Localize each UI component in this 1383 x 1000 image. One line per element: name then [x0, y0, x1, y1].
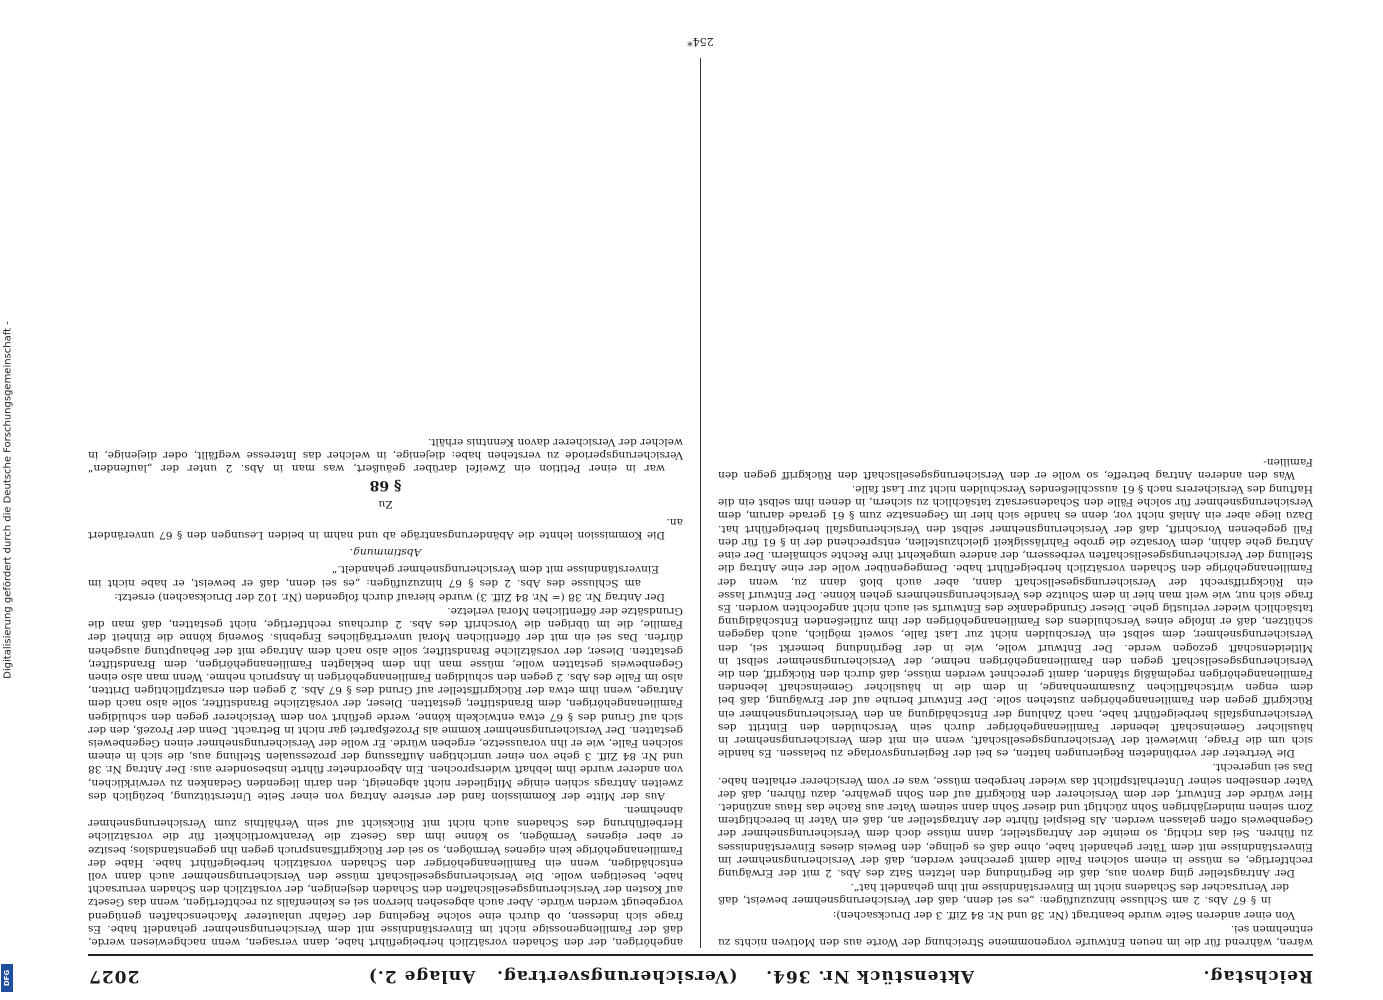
- paragraph: Was den anderen Antrag betreffe, so wolle er den Versicherungsgesellschaft den Rückgriff gegen den Familien-: [718, 455, 1313, 481]
- quoted-motion: in § 67 Abs. 2 am Schlusse hinzuzufügen: „es sei denn, daß der Versicherungsnehmer beweist, daß der Verursacher des Schadens nicht im Einverständnisse mit ihm gehandelt hat“.: [718, 881, 1289, 907]
- header-left: Reichstag.: [1202, 966, 1313, 986]
- paragraph: Aus der Mitte der Kommission fand der erstere Antrag von einer Seite Unterstützung, bezüglich des zweiten Antrags schien einige Mitglieder nicht abgeneigt, den darin liegenden Gedanken zu verwirklichen, von anderer wurde ihm lebhaft widersprochen. Ein Abgeordneter führte insbesondere aus: Der Antrag Nr. 38 und Nr. 84 Ziff. 3 gehe von einer unrichtigen Auffassung der prozessualen Stellung aus, die sich in einem solchen Falle, wie er ihn voraussetze, ergeben würde. Er wolle der Versicherungsnehmer einen Gegenbeweis gestatten. Der Versicherungsnehmer komme als Prozeßpartei gar nicht in Betracht. Denn der Prozeß, den der sich auf Grund des § 67 etwa entwickeln könne, werde geführt von dem Versicherer gegen den schuldigen Familienangehörigen, dem Brandstifter, gestatten. Dieser, der vorsätzliche Brandstifter, solle also nach dem Antrage, wenn ihm etwa der Rückgriffsteller auf Grund des § 67 Abs. 2 gegen den ersatzpflichtigen Dritten, also im Falle des Abs. 2 gegen den schuldigen Familienangehörigen in Anspruch nehme. Wenn man also einen Gegenbeweis gestatten wolle, müsse man ihn dem beklagten Familienangehörigen, dem Brandstifter, gestatten. Dieser, der vorsätzliche Brandstifter, solle also nach dem Antrage mit der Behauptung ausgehen dürfen. Das sei ein mit der öffentlichen Moral unverträgliches Ergebnis. Sowenig könne die Einheit der Familie, die im übrigen die Vorschrift des Abs. 2 durchaus rechtfertige, nicht gestatten, daß man die Grundsätze der öffentlichen Moral verletze.: [88, 604, 683, 802]
- header-center: [139, 966, 1202, 986]
- page-number: 2027: [88, 966, 140, 986]
- page-signature: 254*: [687, 35, 714, 48]
- header-right-annex: Anlage 2.): [367, 966, 476, 986]
- header-rule: [88, 954, 1313, 956]
- column-divider: [700, 58, 701, 948]
- funding-watermark: Digitalisierung gefördert durch die Deutsche Forschungsgemeinschaft -: [2, 321, 14, 679]
- paragraph: Der Antrag Nr. 38 (= Nr. 84 Ziff. 3) wurde hierauf durch folgenden (Nr. 102 der Drucksachen) ersetzt:: [114, 590, 665, 603]
- vote-text: Die Kommission lehnte die Abänderungsanträge ab und nahm in beiden Lesungen den § 67 unverändert an.: [88, 515, 683, 541]
- page-header: [88, 958, 1313, 994]
- section-text: war in einer Petition ein Zweifel darüber geäußert, was man in Abs. 2 unter der „laufenden“ Versicherungsperiode zu verstehen habe: diejenige, in welcher das Interesse wegfällt, oder diejenige, in welcher der Versicherer davon Kenntnis erhält.: [88, 435, 683, 475]
- zu-label: Zu: [378, 498, 393, 511]
- paragraph: angehörigen, der den Schaden vorsätzlich herbeigeführt habe, dann versagen, wenn nachgewiesen werde, daß der Familiengenossige nicht im Einverständnisse mit dem Versicherungsnehmer gehandelt habe. Es frage sich indessen, ob durch eine solche Regelung der Gefahr unlauterer Machenschaften genügend vorgebeugt werden würde. Aber auch abgesehen hiervon sei es keinenfalls zu rechtfertigen, wenn das Gesetz auf Kosten der Versicherungsgesellschaften den Schaden desjenigen, der vorsätzlich den Schaden verursacht habe, beseitigen wolle. Die Versicherungsgesellschaft müsse den Versicherungsnehmer auch dann voll entschädigen, wenn ein Familienangehöriger den Schaden vorsätzlich herbeigeführt habe. Habe der Familienangehörige kein eigenes Vermögen, so sei der Rückgriffsanspruch gegen ihn gegenstandslos; besitze er aber eigenes Vermögen, so könne ihm das Gesetz die Verantwortlichkeit für die vorsätzliche Herbeiführung des Schadens auch nicht mit Rücksicht auf sein Verhältnis zum Versicherungsnehmer abnehmen.: [88, 803, 683, 948]
- header-center-title: Aktenstück Nr. 364.: [765, 966, 975, 986]
- paragraph: Die Vertreter der verbündeten Regierungen hatten, es bei der Regierungsvorlage zu belassen. Es handle sich um die Frage, inwieweit der Versicherungsgesellschaft, wenn ein mit dem Versicherungsnehmer in häuslicher Gemeinschaft lebender Familienangehöriger durch sein Verschulden den Eintritt des Versicherungsfalls herbeigeführt habe, nach Zahlung der Entschädigung an den Versicherungsnehmer ein Rückgriff gegen den Familienangehörigen zustehen solle. Der Entwurf beruhe auf der Erwägung, daß bei dem engen wirtschaftlichen Zusammenhange, in dem die in häuslicher Gemeinschaft lebenden Familienangehörigen regelmäßig ständen, damit gerechnet werden müsse, daß durch den Rückgriff, den die Versicherungsgesellschaft gegen den Familienangehörigen nehme, der Versicherungsnehmer selbst in Mitleidenschaft gezogen werde. Der Entwurf wolle, wie in der Begründung bemerkt sei, den Versicherungsnehmer, dem selbst ein Verschulden nicht zur Last falle, soweit möglich, auch dagegen schützen, daß er infolge eines Verschuldens des Familienangehörigen der ihm zufließenden Entschädigung tatsächlich wieder verlustig gehe. Dieser Grundgedanke des Entwurfs sei auch nicht angefochten worden. Es frage sich nur, wie weit man hier in dem Schutze des Versicherungsnehmers gehen könne. Der Entwurf lasse ein Rückgriffsrecht der Versicherungsgesellschaft dann, aber auch bloß dann zu, wenn der Familienangehörige den Schaden vorsätzlich herbeigeführt habe. Demgegenüber wolle der eine Antrag die Stellung der Versicherungsgesellschaften verbessern, der andere umgekehrt ihre Rechte schmälern. Der eine Antrag gehe dahin, dem Vorsatze die grobe Fahrlässigkeit gleichzustellen, entsprechend der in § 61 für den Fall gegebenen Vorschrift, daß der Versicherungsnehmer selbst den Versicherungsfall herbeigeführt hat. Dazu liege aber ein Anlaß nicht vor, denn es handle sich hier im Gegensatze zum § 61 gerade darum, dem Versicherungsnehmer für solche Fälle den Schadensersatz tatsächlich zu sichern, in denen ihm selbst ein die Haftung des Versicherers nach § 61 ausschließendes Verschulden nicht zur Last falle.: [718, 483, 1313, 760]
- paragraph: Der Antragsteller ging davon aus, daß die Begründung den letzten Satz des Abs. 2 mit der Erwägung rechtfertige, es müsse in einem solchen Falle damit gerechnet werden, daß der Versicherungsnehmer im Einverständnisse mit dem Täter gehandelt habe, ohne daß es gelinge, den Beweis dieses Einverständnisses zu führen. Sei das richtig, so meinte der Antragsteller, dann müsse doch dem Versicherungsnehmer der Gegenbeweis offen gelassen werden. Als Beispiel führte der Antragsteller an, daß ein Vater in berechtigtem Zorn seinen minderjährigen Sohn züchtigt und dieser Sohn dann seinem Vater aus Rache das Haus anzündet. Hier würde der Entwurf, der dem Versicherer den Rückgriff auf den Sohn gewähre, dazu führen, daß der Vater denselben seiner Unterhaltspflicht das wieder hergeben müsse, was er vom Versicherer erhalten habe. Das sei ungerecht.: [718, 761, 1313, 879]
- dfg-logo-icon: [1, 964, 13, 992]
- paragraph: Von einer anderen Seite wurde beantragt (Nr. 38 und Nr. 84 Ziff. 3 der Drucksachen):: [832, 908, 1295, 921]
- paragraph: wären, während für die im neuen Entwurfe vorgenommene Streichung der Worte aus den Motiven nichts zu entnehmen sei.: [718, 922, 1313, 948]
- vote-heading: Abstimmung.: [349, 546, 422, 559]
- dfg-badge-label: DFG: [3, 969, 11, 987]
- right-column: [88, 58, 683, 948]
- side-strip: [0, 0, 16, 1000]
- header-center-subject: (Versicherungsvertrag.: [496, 966, 738, 986]
- section-heading: § 68: [369, 477, 402, 494]
- quoted-motion: am Schlusse des Abs. 2 des § 67 hinzuzufügen: „es sei denn, daß er beweist, er habe nicht im Einverständnisse mit dem Versicherungsnehmer gehandelt.“: [88, 563, 659, 589]
- left-column: [718, 58, 1313, 948]
